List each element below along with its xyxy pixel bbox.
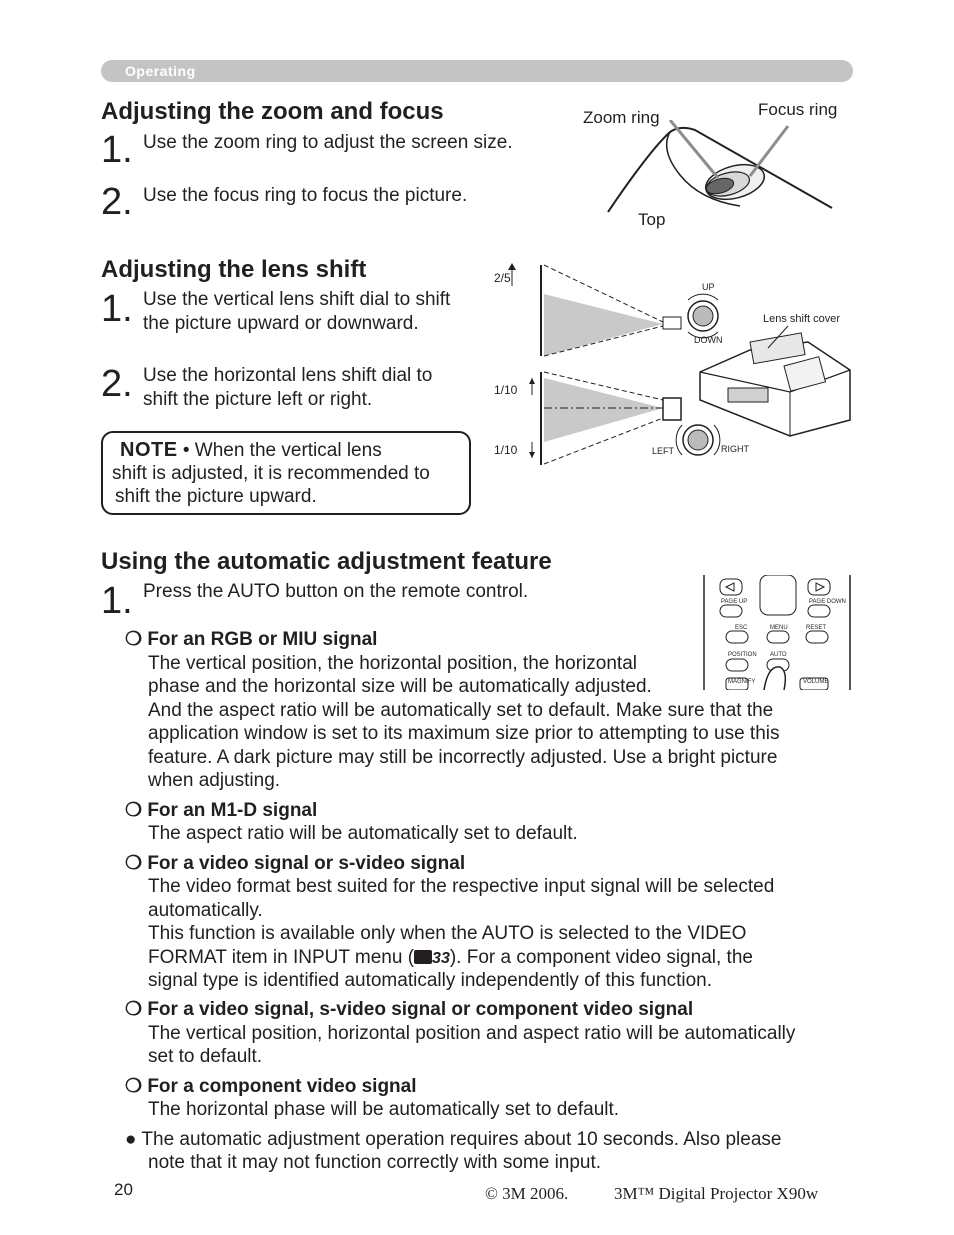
ratio-mid-label: 1/10 <box>494 383 518 397</box>
remote-magnify-label: MAGNIFY <box>728 679 756 685</box>
page-number: 20 <box>114 1180 133 1199</box>
remote-esc-label: ESC <box>735 625 748 631</box>
auto-adjust-heading: Using the automatic adjustment feature <box>101 548 552 575</box>
signal-text-line: The vertical position, the horizontal position, the horizontal <box>148 653 637 674</box>
signal-heading: ❍ For an RGB or MIU signal <box>125 629 378 650</box>
ratio-bottom-label: 1/10 <box>494 443 518 457</box>
signal-text-line: signal type is identified automatically independently of this function. <box>148 970 713 991</box>
step-text: Use the focus ring to focus the picture. <box>143 185 468 206</box>
signal-text-line: The aspect ratio will be automatically set to default. <box>148 823 578 844</box>
bullet-note-line: note that it may not function correctly with some input. <box>148 1152 602 1173</box>
signal-heading: ❍ For an M1-D signal <box>125 800 318 821</box>
step-text-line: shift the picture left or right. <box>143 389 373 410</box>
step-text-line: Use the vertical lens shift dial to shift <box>143 289 451 310</box>
book-icon <box>414 950 432 964</box>
note-text: • When the vertical lens <box>182 440 382 461</box>
signal-text-line: set to default. <box>148 1046 263 1067</box>
signal-text-line: The video format best suited for the respective input signal will be selected <box>148 876 775 897</box>
remote-page-up-label: PAGE UP <box>721 599 748 605</box>
remote-reset-label: RESET <box>806 625 827 631</box>
product-name: 3M™ Digital Projector X90w <box>614 1184 819 1203</box>
signal-text-line: The horizontal phase will be automatically set to default. <box>148 1099 620 1120</box>
signal-heading: ❍ For a video signal, s-video signal or component video signal <box>125 999 694 1020</box>
signal-text-line: And the aspect ratio will be automatically set to default. Make sure that the <box>148 700 774 721</box>
remote-menu-label: MENU <box>770 625 788 631</box>
lens-shift-diagram <box>488 260 858 470</box>
step-text-line: the picture upward or downward. <box>143 313 419 334</box>
step-text-line: Use the horizontal lens shift dial to <box>143 365 433 386</box>
signal-heading: ❍ For a video signal or s-video signal <box>125 853 466 874</box>
bullet-note-line: ● The automatic adjustment operation requires about 10 seconds. Also please <box>125 1129 782 1150</box>
down-label: DOWN <box>694 335 723 345</box>
step-number: 1. <box>101 129 133 171</box>
step-number: 1. <box>101 580 133 622</box>
signal-text-line: when adjusting. <box>148 770 281 791</box>
zoom-ring-label: Zoom ring <box>583 108 660 127</box>
note-line: shift the picture upward. <box>115 486 317 507</box>
top-label: Top <box>638 210 666 229</box>
signal-text-line: application window is set to its maximum size prior to attempting to use this <box>148 723 780 744</box>
section-label: Operating <box>125 63 196 79</box>
signal-text-line: FORMAT item in INPUT menu ( 33). For a component video signal, the <box>148 947 753 968</box>
remote-position-label: POSITION <box>728 652 757 658</box>
remote-auto-label: AUTO <box>770 652 787 658</box>
lens-shift-cover-label: Lens shift cover <box>763 313 841 325</box>
step-text: Press the AUTO button on the remote control. <box>143 581 529 602</box>
focus-ring-label: Focus ring <box>758 100 838 119</box>
step-text: Use the zoom ring to adjust the screen size. <box>143 132 513 153</box>
signal-text-line: The vertical position, horizontal position and aspect ratio will be automatically <box>148 1023 796 1044</box>
signal-text-line: feature. A dark picture may still be incorrectly adjusted. Use a bright picture <box>148 747 778 768</box>
step-number: 2. <box>101 363 133 405</box>
note-line <box>120 438 382 463</box>
step-number: 2. <box>101 181 133 223</box>
lens-shift-heading: Adjusting the lens shift <box>101 256 367 283</box>
left-label: LEFT <box>652 446 675 456</box>
remote-page-down-label: PAGE DOWN <box>809 599 846 605</box>
section-header-bar <box>101 60 853 82</box>
remote-control-image <box>702 575 852 690</box>
projector-lens-diagram <box>600 120 850 220</box>
signal-text-line: automatically. <box>148 900 263 921</box>
zoom-focus-heading: Adjusting the zoom and focus <box>101 98 444 125</box>
note-label: NOTE <box>120 439 178 461</box>
step-number: 1. <box>101 288 133 330</box>
ratio-top-label: 2/5 <box>494 271 511 285</box>
signal-text-line: This function is available only when the AUTO is selected to the VIDEO <box>148 923 747 944</box>
signal-heading: ❍ For a component video signal <box>125 1076 417 1097</box>
page-reference[interactable]: 33 <box>432 950 450 967</box>
signal-text-line: phase and the horizontal size will be automatically adjusted. <box>148 676 652 697</box>
copyright: © 3M 2006. <box>485 1184 569 1203</box>
remote-volume-label: VOLUME <box>803 679 829 685</box>
up-label: UP <box>702 282 715 292</box>
right-label: RIGHT <box>721 444 749 454</box>
note-line: shift is adjusted, it is recommended to <box>112 463 430 484</box>
